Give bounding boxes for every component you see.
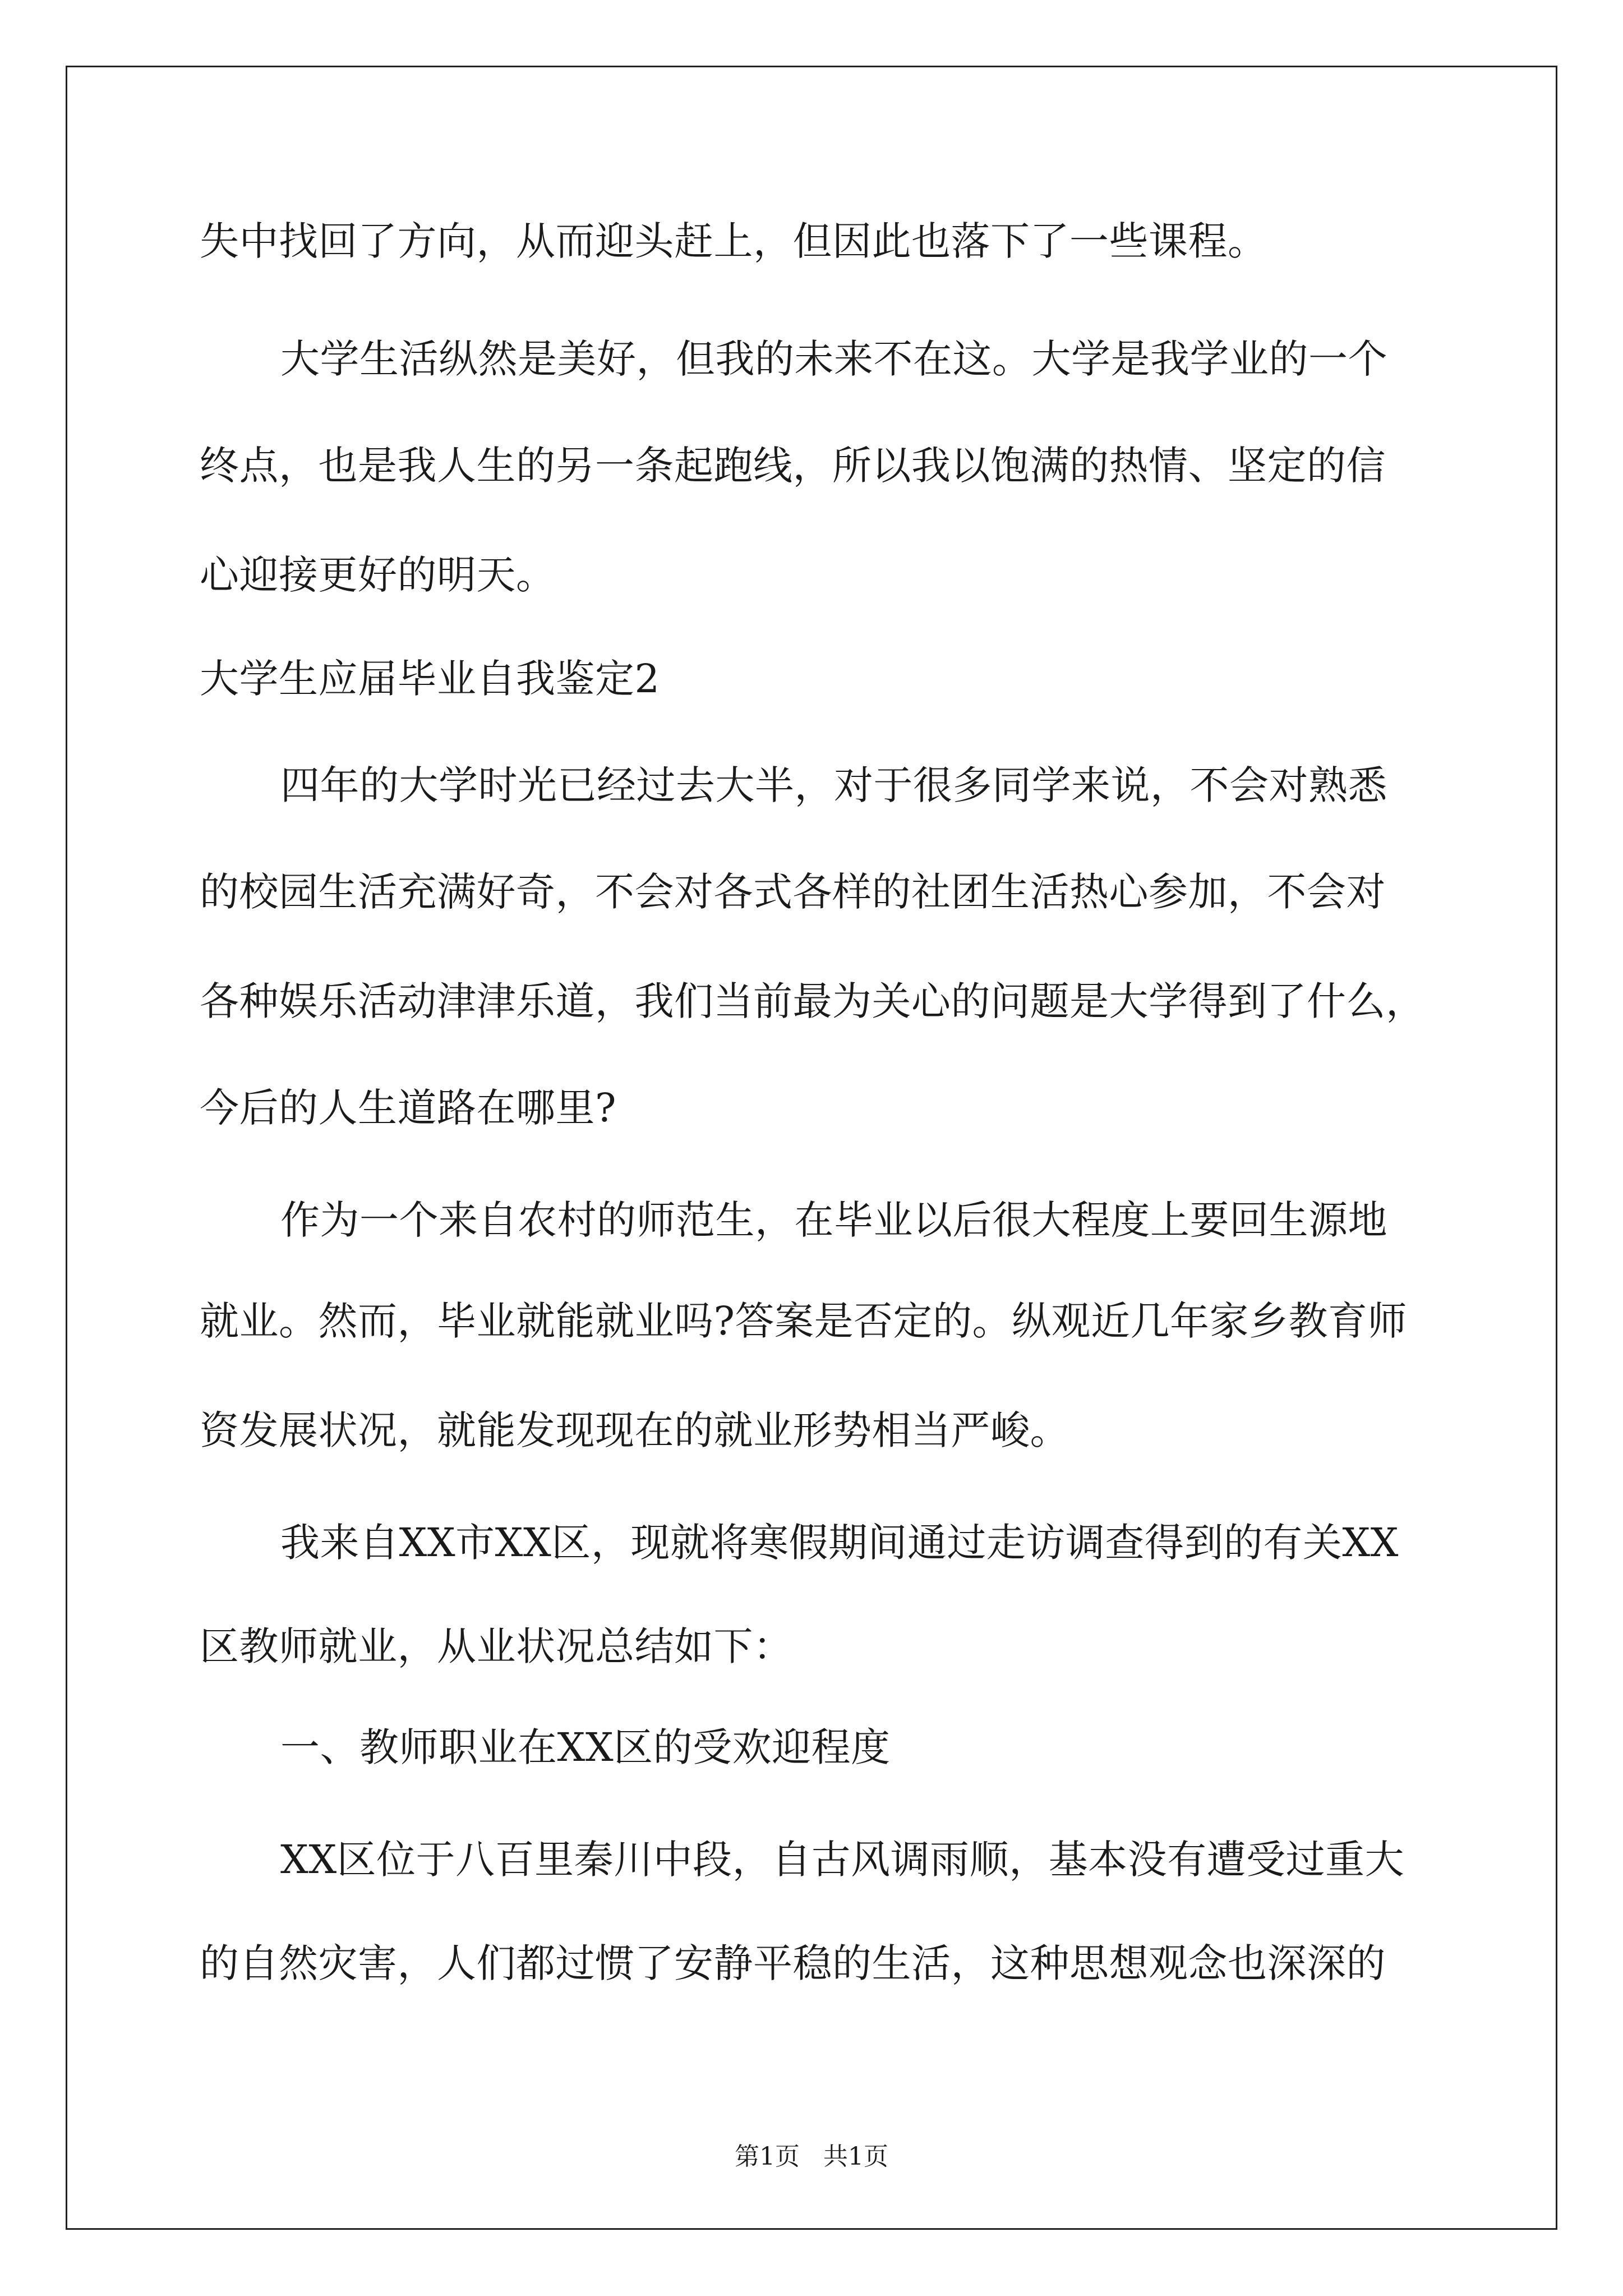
subsection-heading: 一、教师职业在XX区的受欢迎程度 [280, 1724, 891, 1770]
page-count: 共1页 [823, 2142, 888, 2171]
body-line: 终点，也是我人生的另一条起跑线，所以我以饱满的热情、坚定的信 [200, 443, 1386, 489]
body-line: 区教师就业，从业状况总结如下： [200, 1623, 793, 1669]
paragraph-first-line: XX区位于八百里秦川中段，自古风调雨顺，基本没有遭受过重大 [280, 1837, 1405, 1883]
body-line: 各种娱乐活动津津乐道，我们当前最为关心的问题是大学得到了什么， [200, 978, 1426, 1024]
paragraph-first-line: 四年的大学时光已经过去大半，对于很多同学来说，不会对熟悉 [280, 762, 1387, 808]
paragraph-first-line: 我来自XX市XX区，现就将寒假期间通过走访调查得到的有关XX [280, 1520, 1399, 1566]
body-line: 就业。然而，毕业就能就业吗?答案是否定的。纵观近几年家乡教育师 [200, 1298, 1408, 1344]
page-footer [0, 2140, 1623, 2174]
body-line: 心迎接更好的明天。 [200, 552, 556, 598]
body-line: 的自然灾害，人们都过惯了安静平稳的生活，这种思想观念也深深的 [200, 1940, 1386, 1986]
body-line: 的校园生活充满好奇，不会对各式各样的社团生活热心参加，不会对 [200, 869, 1386, 915]
paragraph-first-line: 大学生活纵然是美好，但我的未来不在这。大学是我学业的一个 [280, 336, 1387, 382]
body-line: 今后的人生道路在哪里? [200, 1085, 617, 1131]
body-line: 失中找回了方向，从而迎头赶上，但因此也落下了一些课程。 [200, 218, 1267, 264]
paragraph-first-line: 作为一个来自农村的师范生，在毕业以后很大程度上要回生源地 [280, 1197, 1387, 1243]
page-border [66, 66, 1557, 2230]
page-number: 第1页 [735, 2142, 800, 2171]
body-line: 资发展状况，就能发现现在的就业形势相当严峻。 [200, 1407, 1069, 1453]
section-heading: 大学生应届毕业自我鉴定2 [200, 656, 660, 702]
